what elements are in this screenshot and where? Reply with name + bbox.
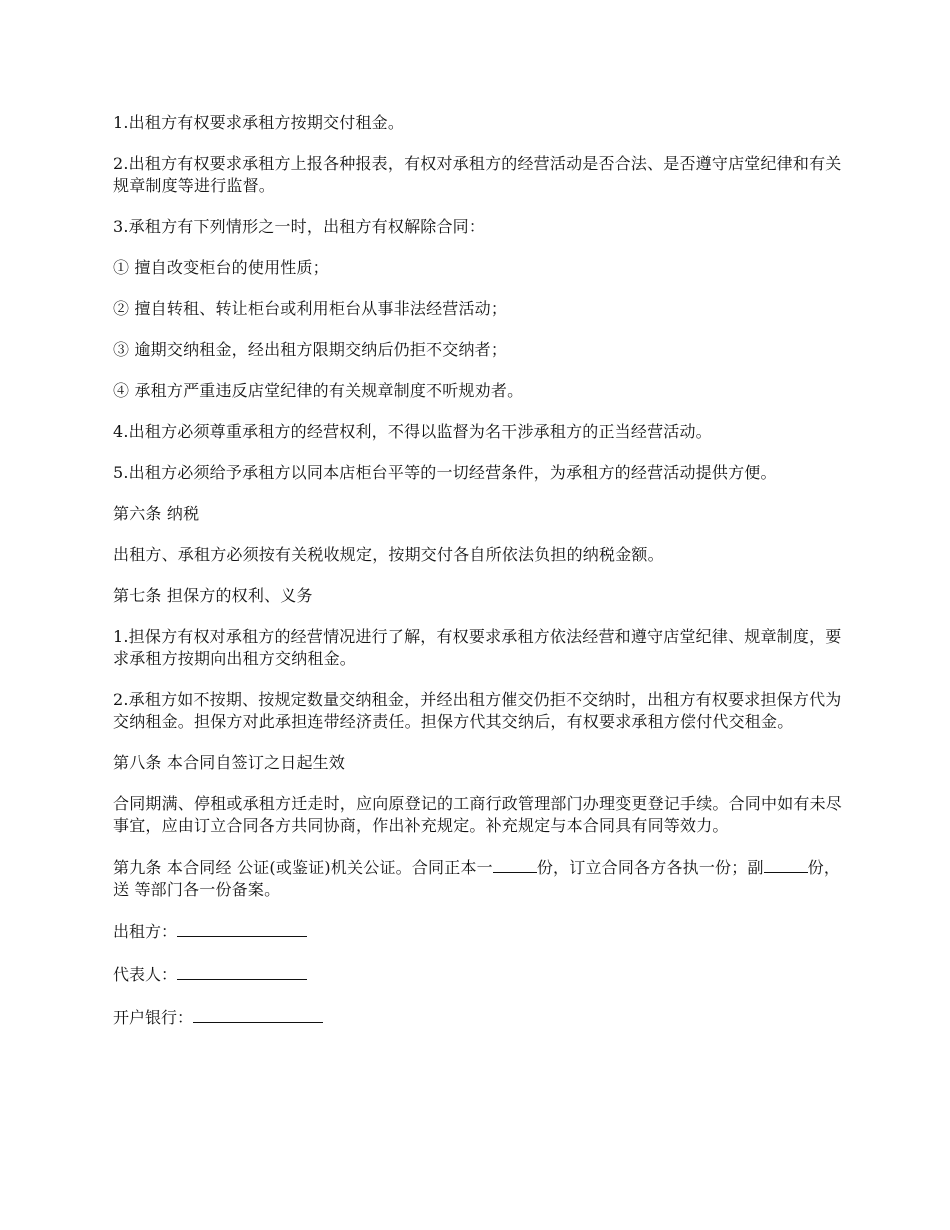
clause-5-item-4: 4.出租方必须尊重承租方的经营权利，不得以监督为名干涉承租方的正当经营活动。 (113, 422, 712, 441)
bank-signature-line (113, 1006, 843, 1029)
clause-5-item-2: 2.出租方有权要求承租方上报各种报表，有权对承租方的经营活动是否合法、是否遵守店堂纪律和有关规章制度等进行监督。 (113, 154, 842, 195)
termination-condition-3: ③ 逾期交纳租金，经出租方限期交纳后仍拒不交纳者； (113, 340, 508, 359)
representative-blank (177, 963, 307, 980)
clause-5-item-1: 1.出租方有权要求承租方按期交付租金。 (113, 113, 405, 132)
article-7-heading: 第七条 担保方的权利、义务 (113, 586, 313, 605)
clause-5-item-3: 3.承租方有下列情形之一时，出租方有权解除合同： (113, 217, 486, 236)
representative-signature-line (113, 963, 843, 986)
representative-label: 代表人： (113, 965, 178, 984)
article-7-item-2: 2.承租方如不按期、按规定数量交纳租金，并经出租方催交仍拒不交纳时，出租方有权要求担保方代为交纳租金。担保方对此承担连带经济责任。担保方代其交纳后，有权要求承租方偿付代交租金。 (113, 690, 842, 731)
copies-duplicate-blank (764, 856, 808, 873)
article-7-item-1: 1.担保方有权对承租方的经营情况进行了解，有权要求承租方依法经营和遵守店堂纪律、规章制度，要求承租方按期向出租方交纳租金。 (113, 627, 842, 668)
article-9-part2: 份，订立合同各方各执一份；副 (536, 858, 764, 877)
article-9-part1: 第九条 本合同经 公证(或鉴证)机关公证。合同正本一 (113, 858, 493, 877)
lessor-label: 出租方： (113, 922, 178, 941)
article-8-body: 合同期满、停租或承租方迁走时，应向原登记的工商行政管理部门办理变更登记手续。合同中如有未尽事宜，应由订立合同各方共同协商，作出补充规定。补充规定与本合同具有同等效力。 (113, 794, 843, 835)
article-9 (113, 856, 843, 901)
lessor-blank (177, 920, 307, 937)
clause-5-item-5: 5.出租方必须给予承租方以同本店柜台平等的一切经营条件，为承租方的经营活动提供方便。 (113, 463, 777, 482)
bank-label: 开户银行： (113, 1008, 194, 1027)
document-page (113, 112, 843, 1049)
lessor-signature-line (113, 920, 843, 943)
article-9-part3: 份，送 等部门各一份备案。 (113, 858, 841, 899)
termination-condition-4: ④ 承租方严重违反店堂纪律的有关规章制度不听规劝者。 (113, 381, 524, 400)
termination-condition-2: ② 擅自转租、转让柜台或利用柜台从事非法经营活动； (113, 299, 508, 318)
article-8-heading: 第八条 本合同自签订之日起生效 (113, 753, 346, 772)
article-6-body: 出租方、承租方必须按有关税收规定，按期交付各自所依法负担的纳税金额。 (113, 545, 664, 564)
bank-blank (193, 1006, 323, 1023)
termination-condition-1: ① 擅自改变柜台的使用性质； (113, 258, 329, 277)
copies-original-blank (493, 856, 537, 873)
article-6-heading: 第六条 纳税 (113, 504, 200, 523)
